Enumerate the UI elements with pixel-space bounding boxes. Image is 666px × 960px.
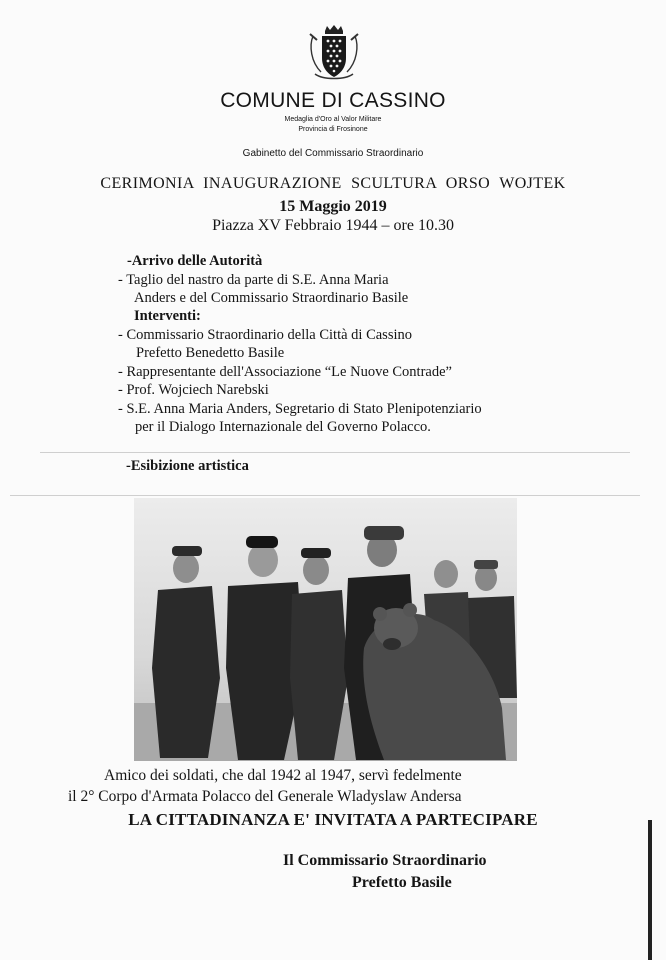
event-title: CERIMONIA INAUGURAZIONE SCULTURA ORSO WOJTEK	[100, 175, 566, 192]
signature-title: Il Commissario Straordinario	[283, 852, 487, 869]
scan-line	[40, 452, 630, 453]
exhibition-heading: -Esibizione artistica	[126, 458, 249, 474]
page-title: COMUNE DI CASSINO	[220, 89, 446, 112]
office-label: Gabinetto del Commissario Straordinario	[242, 148, 424, 159]
program-item: - Rappresentante dell'Associazione “Le Nuove Contrade”	[118, 364, 452, 380]
photo-caption-line: Amico dei soldati, che dal 1942 al 1947, servì fedelmente	[104, 767, 462, 784]
scan-edge-mark	[648, 820, 652, 960]
speeches-heading: Interventi:	[134, 308, 201, 324]
invitation-text: LA CITTADINANZA E' INVITATA A PARTECIPARE	[128, 810, 538, 829]
arrival-heading: -Arrivo delle Autorità	[127, 253, 263, 269]
program-item: - Prof. Wojciech Narebski	[118, 382, 269, 398]
program-item: - Taglio del nastro da parte di S.E. Anna Maria	[118, 272, 389, 288]
medal-subtitle: Medaglia d'Oro al Valor Militare	[284, 116, 382, 123]
scan-line	[10, 495, 640, 496]
program-item: - Commissario Straordinario della Città di Cassino	[118, 327, 412, 343]
program-item-continued: Anders e del Commissario Straordinario Basile	[134, 290, 409, 306]
event-place: Piazza XV Febbraio 1944 – ore 10.30	[212, 217, 454, 234]
soldiers-with-bear-image	[134, 498, 517, 761]
program-item: - S.E. Anna Maria Anders, Segretario di Stato Plenipotenziario	[118, 401, 482, 417]
program-item-continued: per il Dialogo Internazionale del Governo Polacco.	[135, 419, 431, 435]
program-item-continued: Prefetto Benedetto Basile	[136, 345, 285, 361]
coat-of-arms-icon	[305, 22, 363, 84]
province-subtitle: Provincia di Frosinone	[298, 126, 368, 133]
photo-caption-line: il 2° Corpo d'Armata Polacco del Generale Wladyslaw Andersa	[68, 788, 462, 805]
event-date: 15 Maggio 2019	[279, 198, 387, 215]
signature-name: Prefetto Basile	[352, 874, 452, 891]
historical-photo	[134, 498, 517, 761]
